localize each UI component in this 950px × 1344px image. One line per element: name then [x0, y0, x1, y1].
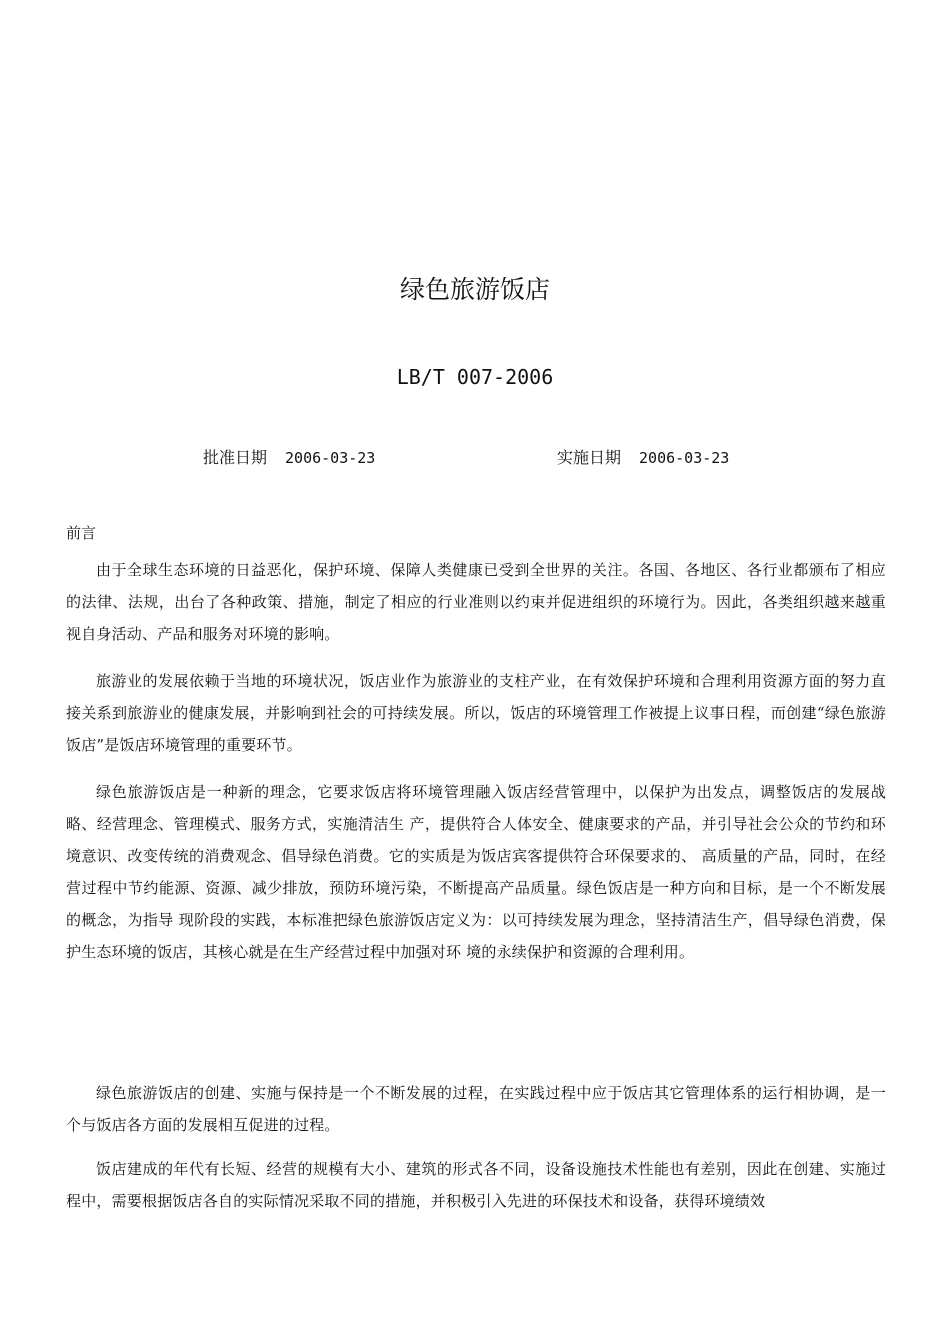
approval-date-value: 2006-03-23	[285, 449, 376, 467]
implementation-date-value: 2006-03-23	[639, 449, 730, 467]
approval-date-label: 批准日期	[203, 448, 268, 467]
paragraph: 绿色旅游饭店是一种新的理念，它要求饭店将环境管理融入饭店经营管理中，以保护为出发点，调整饭店的发展战略、经营理念、管理模式、服务方式，实施清洁生 产，提供符合人体安全、健康要求的产品，并引导社会公众的节约和环境意识、改变传统的消费观念、倡导绿色消费。它的实质是为饭店宾客提供符合环保要求的、 高质量的产品，同时，在经营过程中节约能源、资源、减少排放，预防环境污染，不断提高产品质量。绿色饭店是一种方向和目标，是一个不断发展的概念，为指导 现阶段的实践，本标准把绿色旅游饭店定义为：以可持续发展为理念，坚持清洁生产，倡导绿色消费，保护生态环境的饭店，其核心就是在生产经营过程中加强对环 境的永续保护和资源的合理利用。	[66, 783, 886, 961]
implementation-date-line	[557, 445, 729, 471]
paragraph: 由于全球生态环境的日益恶化，保护环境、保障人类健康已受到全世界的关注。各国、各地区、各行业都颁布了相应的法律、法规，出台了各种政策、措施，制定了相应的行业准则以约束并促进组织的环境行为。因此，各类组织越来越重视自身活动、产品和服务对环境的影响。	[66, 561, 886, 643]
paragraph: 饭店建成的年代有长短、经营的规模有大小、建筑的形式各不同，设备设施技术性能也有差别，因此在创建、实施过程中，需要根据饭店各自的实际情况采取不同的措施，并积极引入先进的环保技术和设备，获得环境绩效	[66, 1160, 886, 1210]
preface-heading: 前言	[66, 524, 97, 542]
implementation-date-label: 实施日期	[557, 448, 622, 467]
paragraph: 绿色旅游饭店的创建、实施与保持是一个不断发展的过程，在实践过程中应于饭店其它管理体系的运行相协调，是一个与饭店各方面的发展相互促进的过程。	[66, 1084, 886, 1134]
standard-code: LB/T 007-2006	[396, 365, 554, 389]
paragraph: 旅游业的发展依赖于当地的环境状况，饭店业作为旅游业的支柱产业，在有效保护环境和合理利用资源方面的努力直接关系到旅游业的健康发展，并影响到社会的可持续发展。所以，饭店的环境管理工作被提上议事日程，而创建“绿色旅游饭店”是饭店环境管理的重要环节。	[66, 672, 886, 754]
document-title: 绿色旅游饭店	[399, 275, 550, 304]
approval-date-line	[203, 445, 375, 471]
